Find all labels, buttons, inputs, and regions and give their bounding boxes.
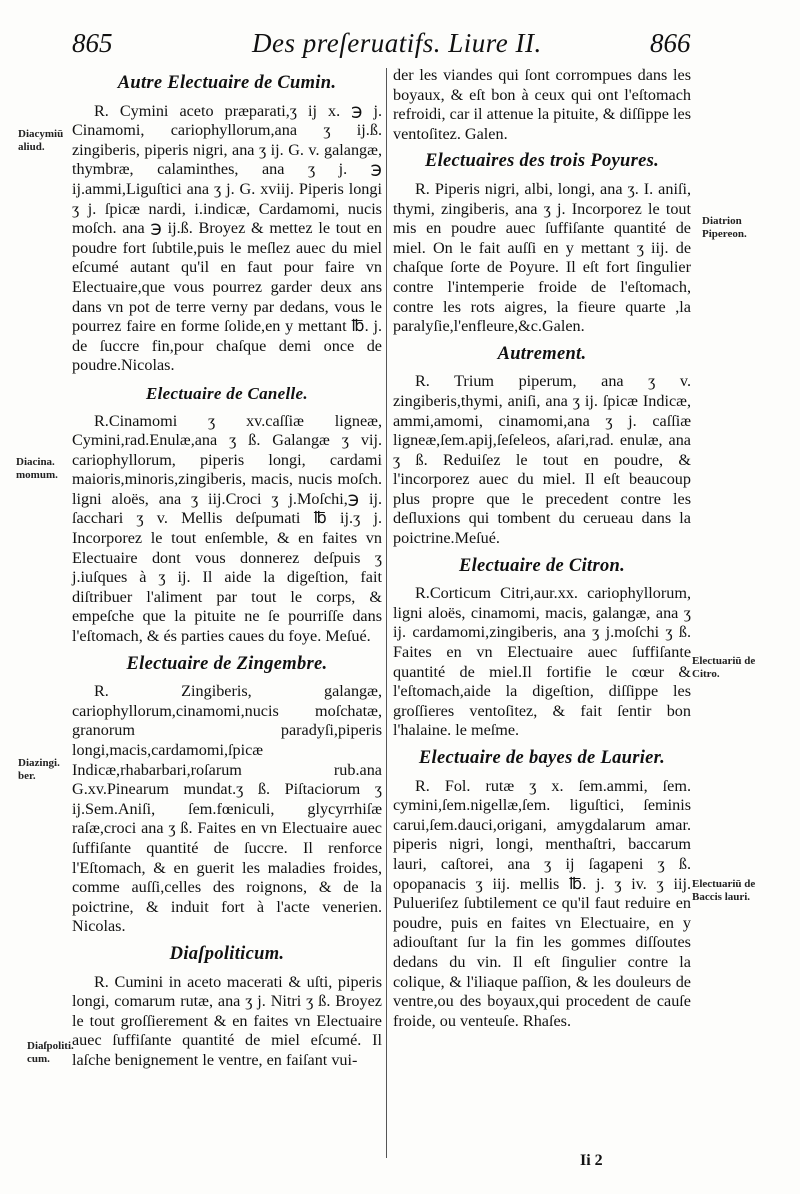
section-title: Electuaires des trois Poyures. — [424, 151, 660, 172]
marginal-note: Diacina. momum. — [16, 456, 58, 481]
marginal-note: Diazingi. ber. — [18, 757, 60, 782]
running-header — [0, 24, 800, 60]
section-diaspoliticum — [72, 945, 382, 1071]
section-title: Electuaire de Zingembre. — [126, 653, 328, 674]
section-title: Autrement. — [497, 343, 587, 364]
section-body: R.Cinamomi ʒ xv.caſſiæ ligneæ, Cymini,rad.Enulæ,ana ʒ ß. Galangæ ʒ vij. cariophyllorum, piperis longi, cardami maioris,minoris,zingiberis, macis, nucis moſch. ligni aloës, ana ʒ iij.Croci ʒ j.Moſchi,℈ ij. ſacchari ʒ v. Mellis deſpumati ℔ ij.ʒ j. Incorporez le tout enſemble, & en faites vn Electuaire dont vous donnerez deſpuis ʒ j.iuſques à ʒ ij. Il aide la digeſtion, fait diſtribuer l'aliment par tout le corps, & empeſche que la pituite ne ſe pourriſſe dans l'eſtomach, & és parties caues du foye. Meſué. — [72, 411, 382, 646]
section-body: R. Cumini in aceto macerati & uſti, piperis longi, comarum rutæ, ana ʒ j. Nitri ʒ ß. Broyez le tout groſſierement & en faites vn Electuaire auec ſuffiſante quantité de miel eſcumé. Il laſche benignement le ventre, en faiſant vui- — [72, 972, 382, 1069]
section-electuaire-citron — [393, 557, 691, 741]
running-title: Des preſeruatifs. Liure II. — [252, 28, 542, 58]
left-column — [72, 66, 382, 1071]
marginal-note: Diaſpoliti. cum. — [27, 1040, 74, 1065]
section-electuaire-canelle — [72, 384, 382, 647]
section-body: R. Trium piperum, ana ʒ v. zingiberis,thymi, aniſi, ana ʒ ij. ſpicæ Indicæ, ammi,amomi, cinamomi,ana ʒ j. caſſiæ ligneæ,ſem.apij,ſeſeleos, aſari,rad. enulæ, ana ʒ ß. Reduiſez le tout en poudre, & l'incorporez auec du miel. Il eſt beaucoup plus propre que le precedent contre les deſluxions qui tombent du cerueau dans la poictrine.Meſué. — [393, 372, 691, 548]
section-title: Electuaire de bayes de Laurier. — [418, 748, 666, 768]
marginal-note: Electuariū de Baccis lauri. — [692, 878, 756, 903]
section-trois-poyures — [393, 152, 691, 336]
section-title: Diaſpoliticum. — [169, 943, 285, 964]
section-title: Autre Electuaire de Cumin. — [117, 73, 337, 93]
page-number-left: 865 — [72, 28, 113, 58]
section-body: R.Corticum Citri,aur.xx. cariophyllorum, ligni aloës, cinamomi, macis, galangæ, ana ʒ ij. cardamomi,zingiberis, ana ʒ j.moſchi ʒ ß. Faites en vn Electuaire auec ſuffiſante quantité de miel.Il fortifie le cœur & l'eſtomach,aide la digeſtion, diſſippe les groſſieres ventoſitez, & fait ſentir bon l'halaine. le meſme. — [393, 584, 691, 740]
section-autre-electuaire-cumin — [72, 74, 382, 376]
right-column — [393, 66, 691, 1031]
section-body: R. Fol. rutæ ʒ x. ſem.ammi, ſem. cymini,ſem.nigellæ,ſem. liguſtici, ſeminis carui,ſem.dauci,origani, amygdalarum amar. piperis nigri, longi, menthaſtri, baccarum lauri, caſtorei, ana ʒ ij ſagapeni ʒ ß. opopanacis ʒ iij. mellis ℔. j. ʒ iv. ʒ iij. Pulueriſez ſubtilement ce qu'il faut reduire en poudre, puis en faites vn Electuaire, en y adiouſtant ſur la fin les gommes diſſoutes dedans du vin. Il eſt ſingulier contre la colique, & l'iliaque paſſion, & les douleurs de ventre,ou des boyaux,qui procedent de cauſe froide, ou venteuſe. Rhaſes. — [393, 776, 691, 1030]
column-divider — [386, 68, 387, 1158]
section-title: Electuaire de Canelle. — [146, 383, 308, 403]
section-body: R. Cymini aceto præparati,ʒ ij x. ℈ j. Cinamomi, cariophyllorum,ana ʒ ij.ß. zingiberis, piperis nigri, ana ʒ ij. G. v. galangæ, thymbræ, calaminthes, ana ʒ j. ℈ ij.ammi,Liguſtici ana ʒ j. G. xviij. Piperis longi ʒ j. ſpicæ nardi, i.indicæ, Cardamomi, nucis moſch. ana ℈ ij.ß. Broyez & mettez le tout en poudre fort ſubtile,puis le meſlez auec du miel eſcumé autant qu'il en faut pour faire vn Electuaire,que vous pourrez garder deux ans dans vn pot de terre verny par dedans, vous le pourrez faire en forme ſolide,en y mettant ℔. j. de ſuccre fin,pour chaſque demi once de poudre.Nicolas. — [72, 101, 382, 375]
marginal-note: Diatrion Pipereon. — [702, 215, 747, 240]
page-number-right: 866 — [650, 28, 691, 58]
section-body: der les viandes qui ſont corrompues dans les boyaux, & eſt bon à ceux qui ont l'eſtomach refroidi, car il attenue la pituite, & diſſippe les ventoſitez. Galen. — [393, 66, 691, 143]
section-electuaire-zingembre — [72, 655, 382, 937]
section-body: R. Piperis nigri, albi, longi, ana ʒ. I. aniſi, thymi, zingiberis, ana ʒ j. Incorporez le tout mis en poudre auec ſuffiſante quantité de miel. On le fait auſſi en y mettant ʒ iij. de chaſque ſorte de Poyure. Il eſt fort ſingulier contre l'intemperie froide de l'eſtomach, contre les rots aigres, la fieure quarte ,la paralyſie,l'enfleure,&c.Galen. — [393, 179, 691, 336]
marginal-note: Diacymiū aliud. — [18, 128, 64, 153]
section-body: R. Zingiberis, galangæ, cariophyllorum,cinamomi,nucis moſchatæ, granorum paradyſi,piperis longi,macis,cardamomi,ſpicæ Indicæ,rhabarbari,roſarum rub.ana G.xv.Pinearum mundat.ʒ ß. Piſtaciorum ʒ ij.Sem.Aniſi, ſem.fœniculi, glycyrrhiſæ raſæ,croci ana ʒ ß. Faites en vn Electuaire auec ſuffiſante quantité de ſuccre. Il renforce l'Eſtomach, & en guerit les maladies froides, comme auſſi,celles des roignons, & de la poictrine, & induit fort à l'acte venerien. Nicolas. — [72, 682, 382, 936]
section-title: Electuaire de Citron. — [458, 555, 626, 576]
section-continuation — [393, 66, 691, 144]
section-autrement — [393, 345, 691, 549]
marginal-note: Electuariū de Citro. — [692, 655, 756, 680]
signature-mark: Ii 2 — [580, 1152, 603, 1169]
section-bayes-laurier — [393, 749, 691, 1031]
